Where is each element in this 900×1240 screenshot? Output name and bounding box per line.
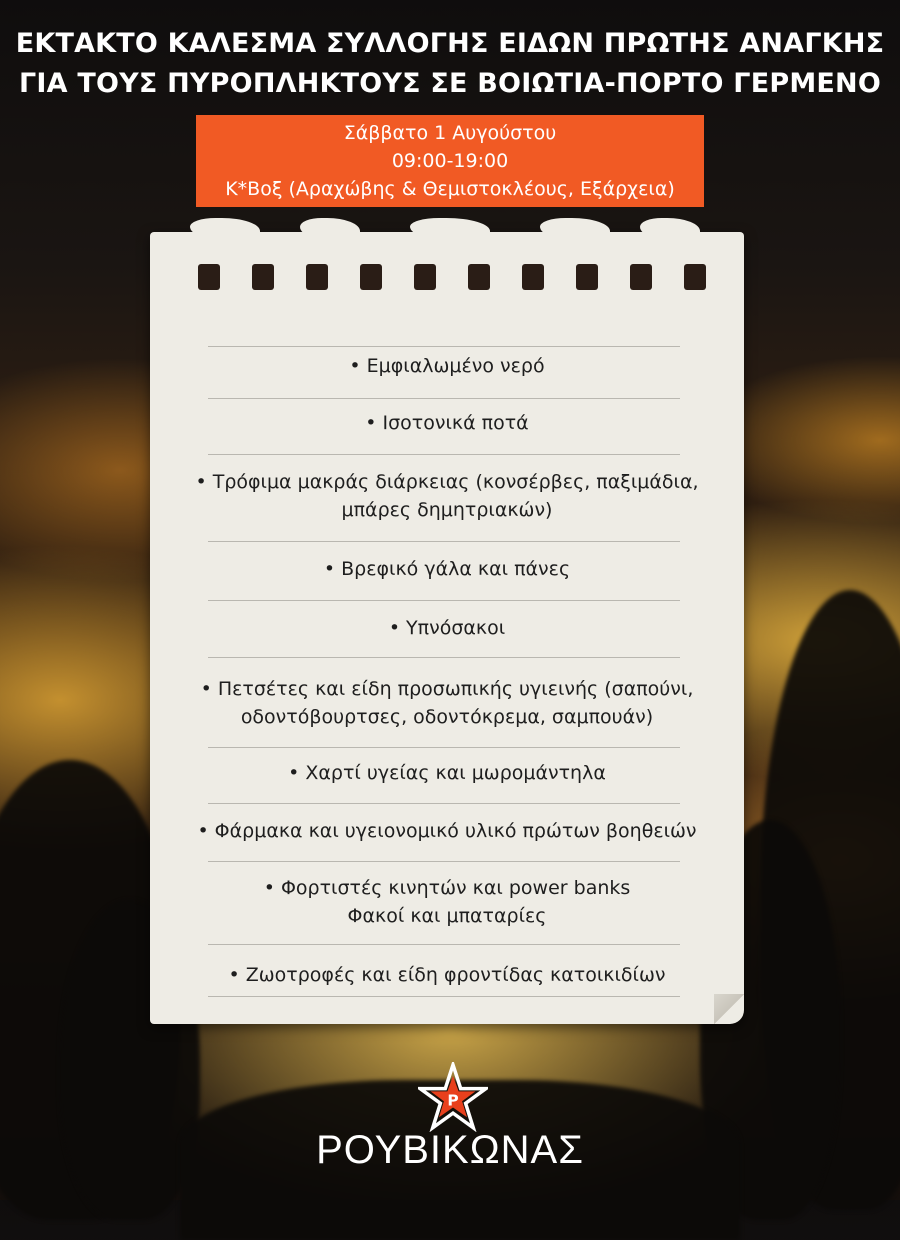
ruled-line bbox=[208, 944, 680, 945]
list-item-text: • Ισοτονικά ποτά bbox=[365, 412, 529, 434]
ruled-line bbox=[208, 346, 680, 347]
event-date: Σάββατο 1 Αυγούστου bbox=[343, 122, 557, 144]
ruled-line bbox=[208, 747, 680, 748]
torn-edge bbox=[190, 218, 260, 242]
title-line-1: ΕΚΤΑΚΤΟ ΚΑΛΕΣΜΑ ΣΥΛΛΟΓΗΣ ΕΙΔΩΝ ΠΡΩΤΗΣ ΑΝΑΓΚΗΣ bbox=[15, 28, 885, 59]
ruled-line bbox=[208, 541, 680, 542]
binder-hole bbox=[630, 264, 652, 290]
torn-edge bbox=[410, 218, 490, 242]
list-item-text: • Βρεφικό γάλα και πάνες bbox=[323, 558, 571, 580]
list-item bbox=[150, 961, 744, 989]
torn-edge bbox=[300, 218, 360, 242]
list-item bbox=[150, 614, 744, 642]
logo-letter: P bbox=[447, 1091, 459, 1110]
list-item bbox=[150, 817, 744, 845]
list-item bbox=[150, 352, 744, 380]
title-line-2: ΓΙΑ ΤΟΥΣ ΠΥΡΟΠΛΗΚΤΟΥΣ ΣΕ ΒΟΙΩΤΙΑ-ΠΟΡΤΟ ΓΕΡΜΕΝΟ bbox=[19, 68, 881, 99]
list-item bbox=[150, 759, 744, 787]
list-item-text: μπάρες δημητριακών) bbox=[341, 499, 553, 521]
list-item-text: • Πετσέτες και είδη προσωπικής υγιεινής (σαπούνι, bbox=[200, 678, 694, 700]
binder-hole bbox=[198, 264, 220, 290]
list-item-text: • Φορτιστές κινητών και power banks bbox=[263, 877, 631, 899]
item-list-paper bbox=[150, 232, 744, 1024]
ruled-line bbox=[208, 657, 680, 658]
ruled-line bbox=[208, 398, 680, 399]
page-title bbox=[0, 24, 900, 104]
list-item-text: • Υπνόσακοι bbox=[388, 617, 506, 639]
list-item bbox=[150, 409, 744, 437]
event-hours: 09:00-19:00 bbox=[391, 150, 509, 172]
list-item bbox=[150, 555, 744, 583]
binder-hole bbox=[576, 264, 598, 290]
star-p-icon bbox=[418, 1062, 488, 1132]
list-item-text: • Τρόφιμα μακράς διάρκειας (κονσέρβες, παξιμάδια, bbox=[195, 471, 699, 493]
list-item bbox=[150, 468, 744, 524]
binder-hole bbox=[684, 264, 706, 290]
brand-name: ΡΟΥΒΙΚΩΝΑΣ bbox=[316, 1128, 584, 1172]
binder-hole bbox=[522, 264, 544, 290]
list-item bbox=[150, 675, 744, 731]
ruled-line bbox=[208, 454, 680, 455]
list-item-text: • Ζωοτροφές και είδη φροντίδας κατοικιδίων bbox=[228, 964, 666, 986]
torn-edge bbox=[640, 218, 700, 242]
list-item-text: • Εμφιαλωμένο νερό bbox=[349, 355, 545, 377]
binder-hole bbox=[468, 264, 490, 290]
binder-hole bbox=[414, 264, 436, 290]
list-item bbox=[150, 874, 744, 930]
binder-hole bbox=[252, 264, 274, 290]
torn-edge bbox=[540, 218, 610, 242]
ruled-line bbox=[208, 600, 680, 601]
list-item-text: • Φάρμακα και υγειονομικό υλικό πρώτων βοηθειών bbox=[197, 820, 697, 842]
ruled-line bbox=[208, 803, 680, 804]
list-item-text: οδοντόβουρτσες, οδοντόκρεμα, σαμπουάν) bbox=[240, 706, 654, 728]
binder-hole bbox=[360, 264, 382, 290]
event-location: Κ*Βοξ (Αραχώβης & Θεμιστοκλέους, Εξάρχεια) bbox=[225, 178, 675, 200]
list-item-text: • Χαρτί υγείας και μωρομάντηλα bbox=[288, 762, 606, 784]
list-item-text: Φακοί και μπαταρίες bbox=[347, 905, 547, 927]
event-info-box bbox=[196, 115, 704, 207]
ruled-line bbox=[208, 996, 680, 997]
ruled-line bbox=[208, 861, 680, 862]
binder-hole bbox=[306, 264, 328, 290]
